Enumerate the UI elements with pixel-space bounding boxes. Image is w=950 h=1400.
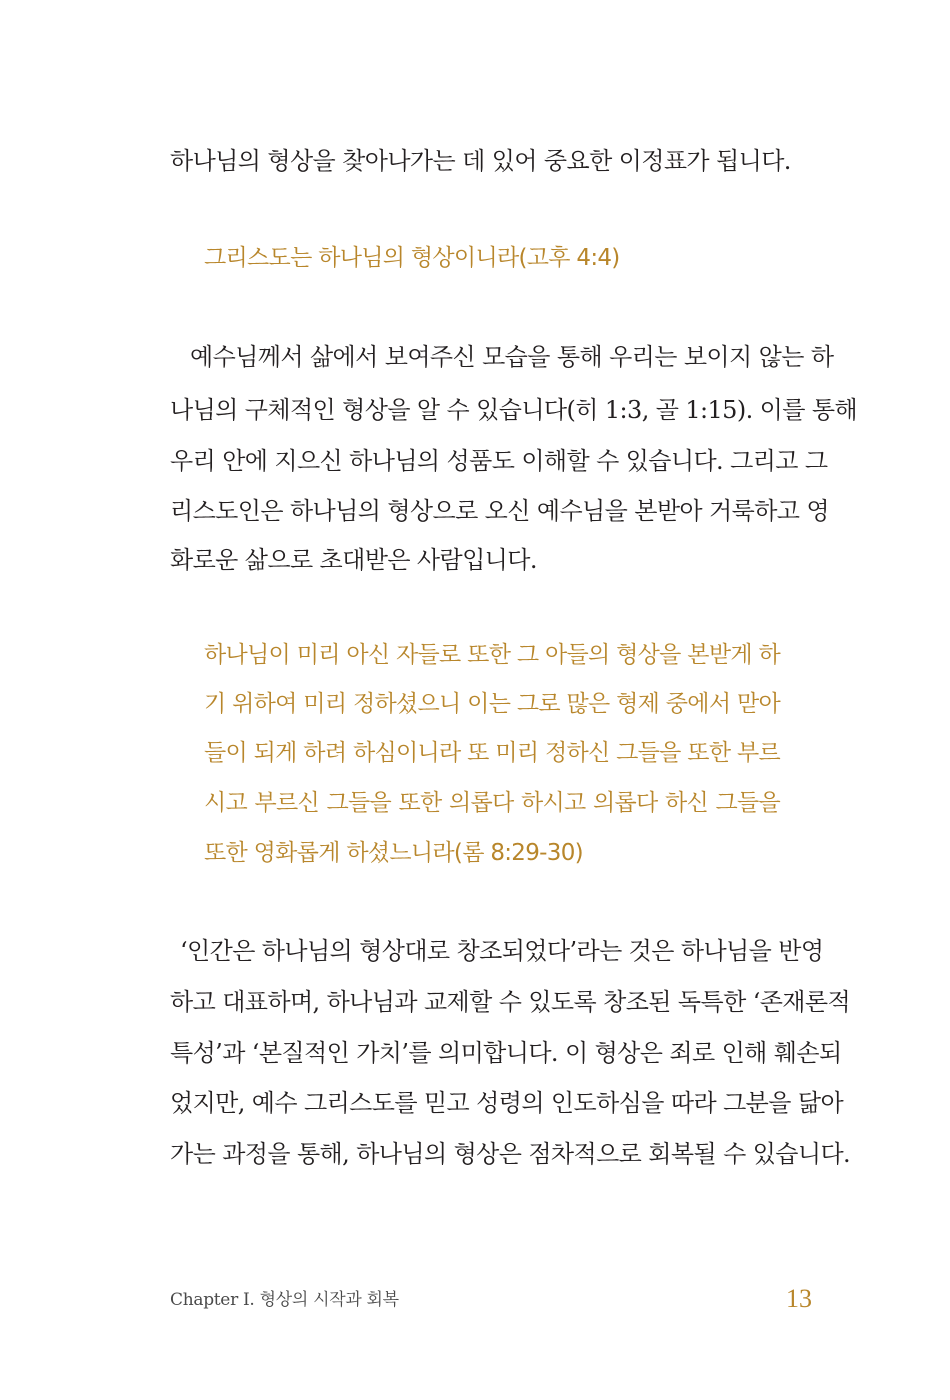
paragraph-line: 특성’과 ‘본질적인 가치’를 의미합니다. 이 형상은 죄로 인해 훼손되 <box>170 1039 842 1067</box>
scripture-quote-line: 그리스도는 하나님의 형상이니라(고후 4:4) <box>204 245 620 271</box>
scripture-quote-line: 기 위하여 미리 정하셨으니 이는 그로 많은 형제 중에서 맏아 <box>204 691 780 717</box>
scripture-quote-line: 또한 영화롭게 하셨느니라(롬 8:29-30) <box>204 840 583 866</box>
paragraph-line: 하고 대표하며, 하나님과 교제할 수 있도록 창조된 독특한 ‘존재론적 <box>170 988 851 1016</box>
paragraph-line: 리스도인은 하나님의 형상으로 오신 예수님을 본받아 거룩하고 영 <box>170 497 829 525</box>
paragraph-line: 하나님의 형상을 찾아나가는 데 있어 중요한 이정표가 됩니다. <box>170 147 791 175</box>
scripture-quote-line: 시고 부르신 그들을 또한 의롭다 하시고 의롭다 하신 그들을 <box>204 790 780 816</box>
paragraph-line: 었지만, 예수 그리스도를 믿고 성령의 인도하심을 따라 그분을 닮아 <box>170 1089 844 1117</box>
paragraph-line: ‘인간은 하나님의 형상대로 창조되었다’라는 것은 하나님을 반영 <box>180 937 824 965</box>
scripture-quote-line: 들이 되게 하려 하심이니라 또 미리 정하신 그들을 또한 부르 <box>204 740 780 766</box>
paragraph-line: 예수님께서 삶에서 보여주신 모습을 통해 우리는 보이지 않는 하 <box>190 343 834 371</box>
scripture-quote-line: 하나님이 미리 아신 자들로 또한 그 아들의 형상을 본받게 하 <box>204 642 780 668</box>
paragraph-line: 가는 과정을 통해, 하나님의 형상은 점차적으로 회복될 수 있습니다. <box>170 1140 851 1168</box>
paragraph-line: 나님의 구체적인 형상을 알 수 있습니다(히 1:3, 골 1:15). 이를 통해 <box>170 396 858 424</box>
running-footer-chapter-title: Chapter Ⅰ. 형상의 시작과 회복 <box>170 1290 399 1310</box>
paragraph-line: 화로운 삶으로 초대받은 사람입니다. <box>170 546 537 574</box>
paragraph-line: 우리 안에 지으신 하나님의 성품도 이해할 수 있습니다. 그리고 그 <box>170 447 828 475</box>
page-number: 13 <box>786 1284 812 1313</box>
